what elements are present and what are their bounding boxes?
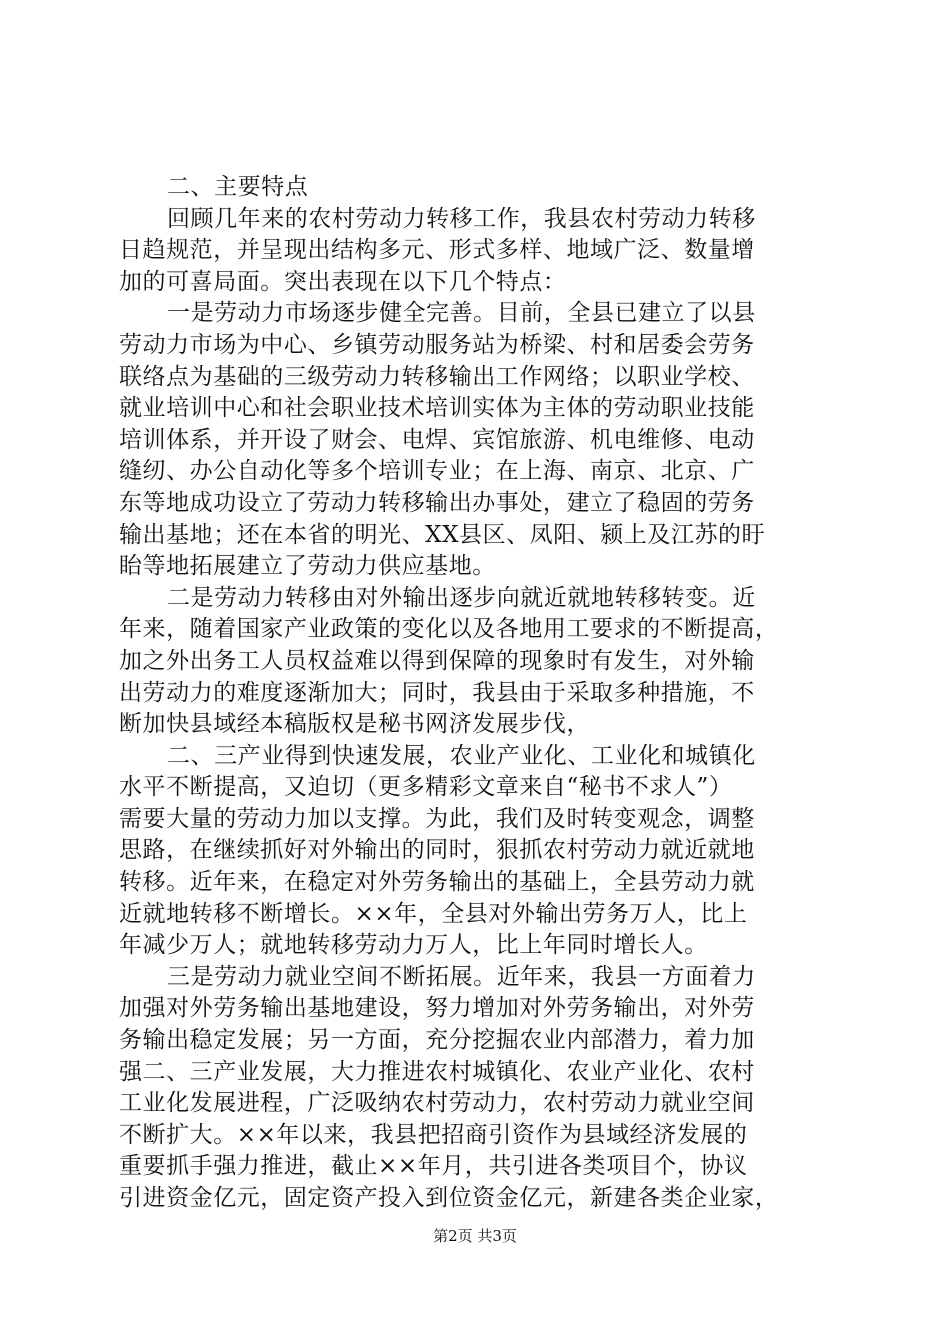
paragraph-line: 思路，在继续抓好对外输出的同时，狠抓农村劳动力就近就地 — [119, 837, 755, 864]
paragraph-line: 加强对外劳务输出基地建设，努力增加对外劳务输出，对外劳 — [119, 995, 755, 1022]
paragraph-line: 近就地转移不断增长。××年，全县对外输出劳务万人，比上 — [119, 900, 748, 927]
paragraph-line: 回顾几年来的农村劳动力转移工作，我县农村劳动力转移 — [167, 205, 756, 232]
paragraph-line: 工业化发展进程，广泛吸纳农村劳动力，农村劳动力就业空间 — [119, 1090, 755, 1117]
paragraph-line: 眙等地拓展建立了劳动力供应基地。 — [119, 553, 496, 580]
section-heading: 二、主要特点 — [167, 174, 309, 200]
paragraph-line: 培训体系，并开设了财会、电焊、宾馆旅游、机电维修、电动 — [119, 426, 755, 453]
paragraph-line: 联络点为基础的三级劳动力转移输出工作网络；以职业学校、 — [119, 363, 755, 390]
paragraph-line: 水平不断提高，又迫切（更多精彩文章来自“秘书不求人”） — [119, 774, 733, 801]
paragraph-line: 东等地成功设立了劳动力转移输出办事处，建立了稳固的劳务 — [119, 489, 755, 516]
paragraph-line: 劳动力市场为中心、乡镇劳动服务站为桥梁、村和居委会劳务 — [119, 331, 755, 358]
page-number-footer: 第2页 共3页 — [433, 1227, 517, 1245]
document-body — [119, 172, 837, 1215]
paragraph-line: 转移。近年来，在稳定对外劳务输出的基础上，全县劳动力就 — [119, 869, 755, 896]
paragraph-line: 出劳动力的难度逐渐加大；同时，我县由于采取多种措施，不 — [119, 679, 755, 706]
paragraph-line: 三是劳动力就业空间不断拓展。近年来，我县一方面着力 — [167, 963, 756, 990]
paragraph-line: 断加快县域经本稿版权是秘书网济发展步伐， — [119, 711, 590, 738]
paragraph-line: 需要大量的劳动力加以支撑。为此，我们及时转变观念，调整 — [119, 805, 755, 832]
paragraph-line: 加的可喜局面。突出表现在以下几个特点： — [119, 268, 567, 295]
paragraph-line: 务输出稳定发展；另一方面，充分挖掘农业内部潜力，着力加 — [119, 1027, 755, 1054]
paragraph-line: 引进资金亿元，固定资产投入到位资金亿元，新建各类企业家， — [119, 1185, 779, 1211]
paragraph-line: 年来，随着国家产业政策的变化以及各地用工要求的不断提高， — [119, 616, 779, 643]
paragraph-line: 强二、三产业发展，大力推进农村城镇化、农业产业化、农村 — [119, 1058, 755, 1085]
paragraph-line: 日趋规范，并呈现出结构多元、形式多样、地域广泛、数量增 — [119, 237, 755, 264]
paragraph-line: 重要抓手强力推进，截止××年月，共引进各类项目个，协议 — [119, 1153, 748, 1180]
paragraph-line: 年减少万人；就地转移劳动力万人，比上年同时增长人。 — [119, 932, 708, 959]
paragraph-line: 二是劳动力转移由对外输出逐步向就近就地转移转变。近 — [167, 584, 756, 611]
paragraph-line: 输出基地；还在本省的明光、XX县区、凤阳、颍上及江苏的盱 — [119, 521, 766, 548]
paragraph-line: 二、三产业得到快速发展，农业产业化、工业化和城镇化 — [167, 742, 756, 769]
paragraph-line: 缝纫、办公自动化等多个培训专业；在上海、南京、北京、广 — [119, 458, 755, 485]
paragraph-line: 不断扩大。××年以来，我县把招商引资作为县域经济发展的 — [119, 1121, 748, 1148]
paragraph-line: 加之外出务工人员权益难以得到保障的现象时有发生，对外输 — [119, 647, 755, 674]
paragraph-line: 一是劳动力市场逐步健全完善。目前，全县已建立了以县 — [167, 300, 756, 327]
paragraph-line: 就业培训中心和社会职业技术培训实体为主体的劳动职业技能 — [119, 395, 755, 422]
